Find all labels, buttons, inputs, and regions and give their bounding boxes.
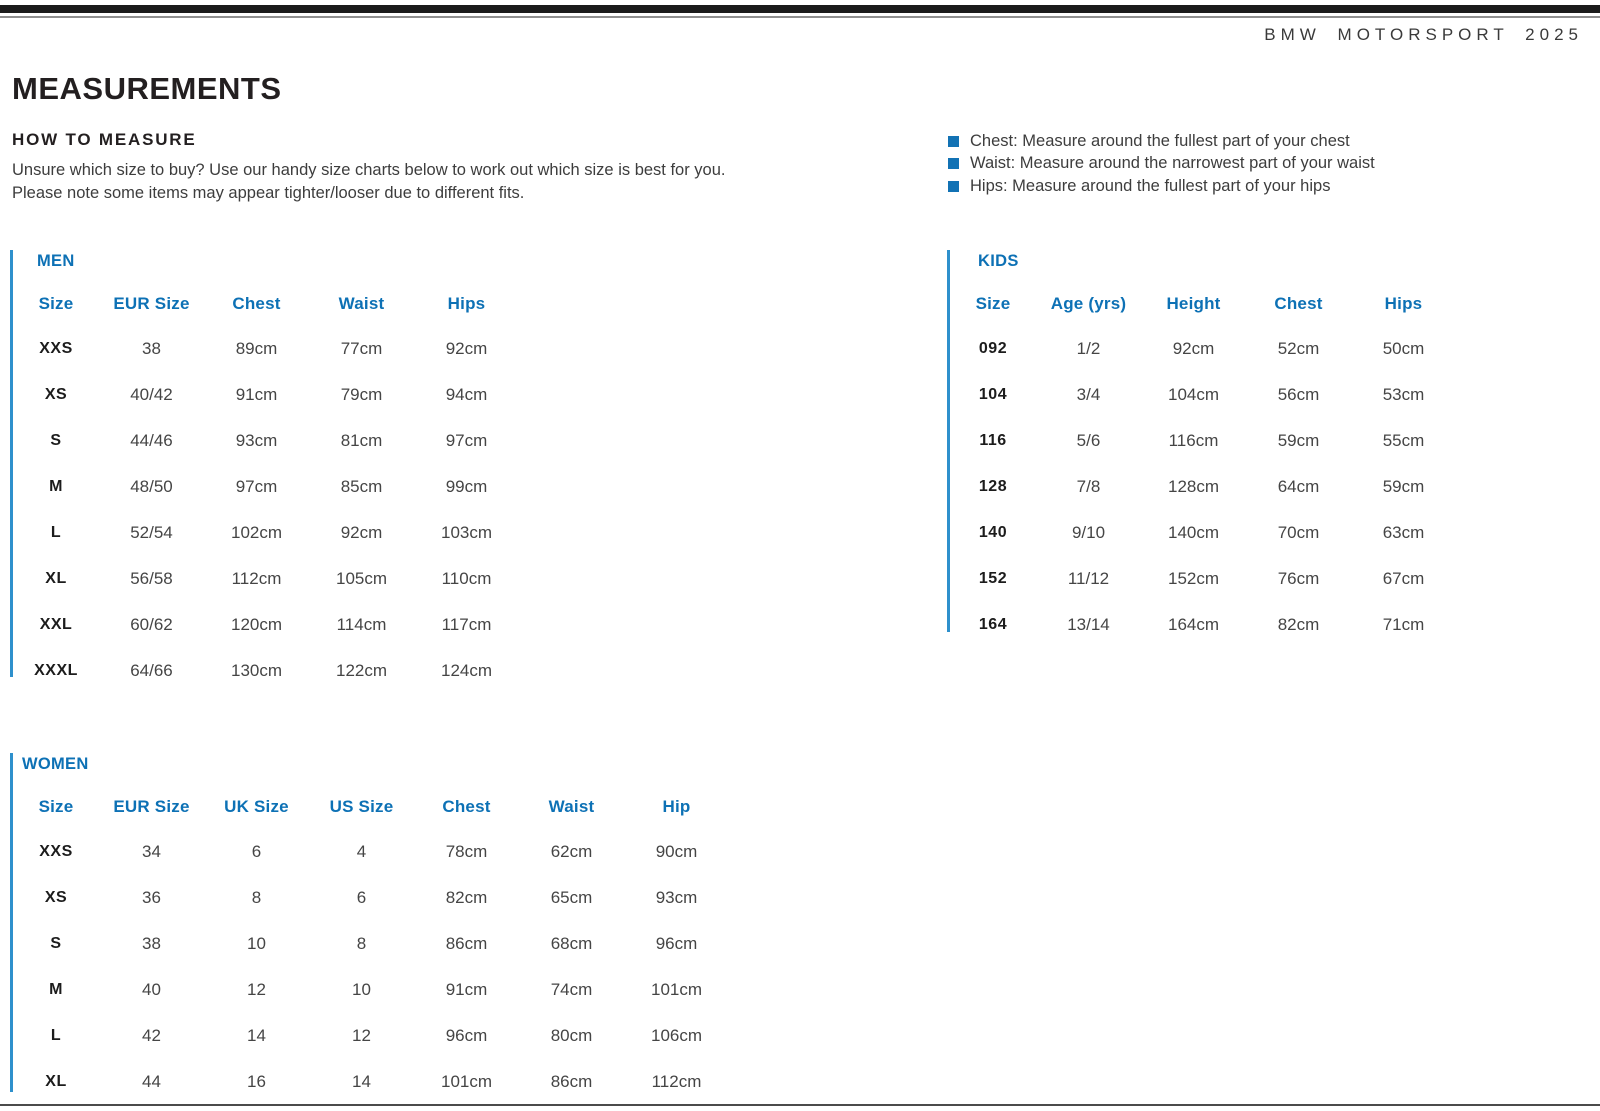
table-cell: 91cm bbox=[235, 385, 278, 404]
table-row bbox=[13, 1013, 729, 1059]
table-cell: 59cm bbox=[1277, 431, 1320, 450]
table-cell: XS bbox=[44, 889, 68, 906]
column-header: Waist bbox=[548, 797, 595, 816]
header-row bbox=[950, 282, 1456, 326]
table-cell: 16 bbox=[247, 1072, 266, 1091]
table-cell: 74cm bbox=[550, 980, 593, 999]
column-header: Waist bbox=[338, 294, 385, 313]
table-cell: 110cm bbox=[441, 569, 492, 588]
table-cell: 94cm bbox=[445, 385, 488, 404]
table-row bbox=[950, 602, 1456, 648]
table-cell: 101cm bbox=[440, 1072, 493, 1091]
table-row bbox=[13, 510, 519, 556]
table-row bbox=[950, 510, 1456, 556]
top-black-bar bbox=[0, 5, 1600, 13]
table-cell: 65cm bbox=[550, 888, 593, 907]
table-cell: 92cm bbox=[340, 523, 383, 542]
column-header: Size bbox=[38, 797, 74, 816]
column-header: Hip bbox=[662, 797, 691, 816]
table-cell: 10 bbox=[247, 934, 266, 953]
table-cell: 44 bbox=[142, 1072, 161, 1091]
column-header: Hips bbox=[447, 294, 486, 313]
column-header: Size bbox=[975, 294, 1011, 313]
table-cell: 67cm bbox=[1382, 569, 1425, 588]
table-cell: XS bbox=[44, 386, 68, 403]
table-cell: 76cm bbox=[1277, 569, 1320, 588]
top-gray-rule bbox=[0, 16, 1600, 18]
table-row bbox=[13, 875, 729, 921]
table-cell: 12 bbox=[352, 1026, 371, 1045]
table-row bbox=[13, 372, 519, 418]
table-cell: 36 bbox=[142, 888, 161, 907]
table-cell: 92cm bbox=[445, 339, 488, 358]
table-cell: 38 bbox=[142, 934, 161, 953]
table-row bbox=[950, 556, 1456, 602]
table-cell: XXXL bbox=[34, 662, 78, 679]
table-cell: 112cm bbox=[231, 569, 282, 588]
table-cell: 164cm bbox=[1167, 615, 1220, 634]
measure-tip-text: Hips: Measure around the fullest part of your hips bbox=[970, 176, 1331, 195]
table-cell: 64/66 bbox=[130, 661, 173, 680]
table-cell: 82cm bbox=[1277, 615, 1320, 634]
table-cell: M bbox=[49, 478, 63, 495]
table-cell: 79cm bbox=[340, 385, 383, 404]
table-cell: 53cm bbox=[1382, 385, 1425, 404]
table-cell: 62cm bbox=[550, 842, 593, 861]
table-cell: 128cm bbox=[1167, 477, 1220, 496]
table-cell: 52cm bbox=[1277, 339, 1320, 358]
measure-tips-list bbox=[948, 130, 1375, 198]
how-to-measure-text-line-1: Unsure which size to buy? Use our handy size charts below to work out which size is best for you. bbox=[12, 161, 726, 179]
table-row bbox=[13, 967, 729, 1013]
column-header: EUR Size bbox=[113, 294, 190, 313]
men-chart-label: MEN bbox=[37, 252, 75, 270]
table-row bbox=[13, 829, 729, 875]
table-cell: 120cm bbox=[230, 615, 283, 634]
table-cell: 101cm bbox=[650, 980, 703, 999]
how-to-measure-heading: HOW TO MEASURE bbox=[12, 130, 197, 149]
table-row bbox=[13, 602, 519, 648]
table-cell: 8 bbox=[356, 934, 367, 953]
table-cell: 60/62 bbox=[130, 615, 173, 634]
table-cell: 3/4 bbox=[1076, 385, 1101, 404]
table-cell: 97cm bbox=[445, 431, 488, 450]
table-cell: 68cm bbox=[550, 934, 593, 953]
table-cell: 63cm bbox=[1382, 523, 1425, 542]
men-size-table bbox=[13, 282, 519, 694]
column-header: UK Size bbox=[224, 797, 289, 816]
table-cell: 86cm bbox=[445, 934, 488, 953]
table-cell: 152 bbox=[978, 570, 1008, 587]
men-size-chart bbox=[10, 250, 519, 680]
table-cell: XL bbox=[45, 1073, 67, 1090]
table-cell: 12 bbox=[247, 980, 266, 999]
table-cell: 11/12 bbox=[1067, 569, 1110, 588]
table-cell: 10 bbox=[352, 980, 371, 999]
women-size-table bbox=[13, 785, 729, 1105]
table-cell: 93cm bbox=[235, 431, 278, 450]
table-cell: 50cm bbox=[1382, 339, 1425, 358]
table-cell: 114cm bbox=[336, 615, 387, 634]
table-cell: 40/42 bbox=[130, 385, 173, 404]
table-cell: 13/14 bbox=[1067, 615, 1110, 634]
table-cell: 70cm bbox=[1277, 523, 1320, 542]
table-cell: 52/54 bbox=[130, 523, 173, 542]
table-cell: 7/8 bbox=[1076, 477, 1101, 496]
table-cell: 104 bbox=[978, 386, 1008, 403]
table-row bbox=[13, 418, 519, 464]
women-size-chart bbox=[10, 753, 729, 1092]
table-cell: 106cm bbox=[650, 1026, 703, 1045]
table-cell: 8 bbox=[251, 888, 262, 907]
table-cell: 93cm bbox=[655, 888, 698, 907]
table-cell: XXL bbox=[39, 616, 73, 633]
measure-tip-text: Waist: Measure around the narrowest part of your waist bbox=[970, 154, 1375, 173]
table-cell: 092 bbox=[978, 340, 1008, 357]
table-cell: 90cm bbox=[655, 842, 698, 861]
table-cell: 9/10 bbox=[1071, 523, 1106, 542]
table-cell: 6 bbox=[356, 888, 367, 907]
table-cell: 6 bbox=[251, 842, 262, 861]
table-cell: 97cm bbox=[235, 477, 278, 496]
table-cell: 104cm bbox=[1167, 385, 1220, 404]
table-cell: 92cm bbox=[1172, 339, 1215, 358]
measure-tip-hips bbox=[948, 175, 1375, 198]
table-cell: 5/6 bbox=[1076, 431, 1101, 450]
table-cell: 164 bbox=[978, 616, 1008, 633]
how-to-measure-section bbox=[12, 130, 726, 204]
table-cell: XL bbox=[45, 570, 67, 587]
table-cell: 71cm bbox=[1382, 615, 1425, 634]
table-cell: 85cm bbox=[340, 477, 383, 496]
table-cell: 81cm bbox=[340, 431, 383, 450]
table-row bbox=[13, 1059, 729, 1105]
table-cell: L bbox=[50, 1027, 62, 1044]
table-cell: 105cm bbox=[335, 569, 388, 588]
table-cell: 96cm bbox=[445, 1026, 488, 1045]
table-cell: 1/2 bbox=[1076, 339, 1101, 358]
square-bullet-icon bbox=[948, 158, 959, 169]
table-cell: 48/50 bbox=[130, 477, 173, 496]
table-row bbox=[950, 418, 1456, 464]
table-cell: 128 bbox=[978, 478, 1008, 495]
table-cell: 44/46 bbox=[130, 431, 173, 450]
table-cell: 86cm bbox=[550, 1072, 593, 1091]
table-cell: 56/58 bbox=[130, 569, 173, 588]
table-cell: 59cm bbox=[1382, 477, 1425, 496]
table-row bbox=[13, 648, 519, 694]
brand-header: BMW MOTORSPORT 2025 bbox=[1264, 25, 1583, 44]
table-cell: 4 bbox=[356, 842, 367, 861]
table-cell: 116 bbox=[979, 432, 1007, 449]
table-cell: 91cm bbox=[445, 980, 488, 999]
column-header: US Size bbox=[329, 797, 394, 816]
table-cell: 116cm bbox=[1168, 431, 1219, 450]
header-row bbox=[13, 282, 519, 326]
table-cell: 124cm bbox=[440, 661, 493, 680]
column-header: Hips bbox=[1384, 294, 1423, 313]
column-header: Height bbox=[1166, 294, 1221, 313]
table-cell: S bbox=[50, 432, 62, 449]
table-cell: 42 bbox=[142, 1026, 161, 1045]
table-cell: 82cm bbox=[445, 888, 488, 907]
table-cell: 140 bbox=[978, 524, 1008, 541]
table-cell: M bbox=[49, 981, 63, 998]
table-cell: XXS bbox=[39, 340, 73, 357]
table-row bbox=[950, 464, 1456, 510]
table-cell: L bbox=[50, 524, 62, 541]
column-header: Chest bbox=[232, 294, 281, 313]
table-cell: 130cm bbox=[230, 661, 283, 680]
how-to-measure-text-line-2: Please note some items may appear tighter/looser due to different fits. bbox=[12, 183, 525, 202]
table-cell: 14 bbox=[247, 1026, 266, 1045]
kids-size-chart bbox=[947, 250, 1456, 632]
header-row bbox=[13, 785, 729, 829]
table-row bbox=[13, 556, 519, 602]
table-cell: 122cm bbox=[335, 661, 388, 680]
table-cell: 64cm bbox=[1277, 477, 1320, 496]
women-chart-label: WOMEN bbox=[22, 755, 89, 773]
page-title: MEASUREMENTS bbox=[12, 71, 282, 106]
table-cell: 112cm bbox=[651, 1072, 702, 1091]
table-cell: 102cm bbox=[230, 523, 283, 542]
table-cell: 89cm bbox=[235, 339, 278, 358]
table-cell: 78cm bbox=[445, 842, 488, 861]
table-cell: 96cm bbox=[655, 934, 698, 953]
table-cell: 80cm bbox=[550, 1026, 593, 1045]
measure-tip-text: Chest: Measure around the fullest part of your chest bbox=[970, 131, 1350, 150]
table-cell: 34 bbox=[142, 842, 161, 861]
column-header: Age (yrs) bbox=[1050, 294, 1127, 313]
bottom-rule bbox=[0, 1104, 1600, 1106]
measure-tip-chest bbox=[948, 130, 1375, 153]
square-bullet-icon bbox=[948, 181, 959, 192]
measure-tip-waist bbox=[948, 153, 1375, 176]
table-row bbox=[13, 326, 519, 372]
table-cell: 55cm bbox=[1382, 431, 1425, 450]
column-header: Size bbox=[38, 294, 74, 313]
table-cell: 77cm bbox=[340, 339, 383, 358]
table-cell: 117cm bbox=[441, 615, 492, 634]
table-cell: 99cm bbox=[445, 477, 488, 496]
kids-chart-label: KIDS bbox=[978, 252, 1019, 270]
table-row bbox=[950, 326, 1456, 372]
table-cell: 140cm bbox=[1167, 523, 1220, 542]
table-row bbox=[950, 372, 1456, 418]
column-header: Chest bbox=[1274, 294, 1323, 313]
table-cell: 56cm bbox=[1277, 385, 1320, 404]
table-cell: 40 bbox=[142, 980, 161, 999]
table-cell: 103cm bbox=[440, 523, 493, 542]
table-cell: 152cm bbox=[1167, 569, 1220, 588]
table-cell: 14 bbox=[352, 1072, 371, 1091]
table-row bbox=[13, 921, 729, 967]
table-row bbox=[13, 464, 519, 510]
column-header: EUR Size bbox=[113, 797, 190, 816]
table-cell: 38 bbox=[142, 339, 161, 358]
table-cell: XXS bbox=[39, 843, 73, 860]
column-header: Chest bbox=[442, 797, 491, 816]
kids-size-table bbox=[950, 282, 1456, 648]
square-bullet-icon bbox=[948, 136, 959, 147]
table-cell: S bbox=[50, 935, 62, 952]
